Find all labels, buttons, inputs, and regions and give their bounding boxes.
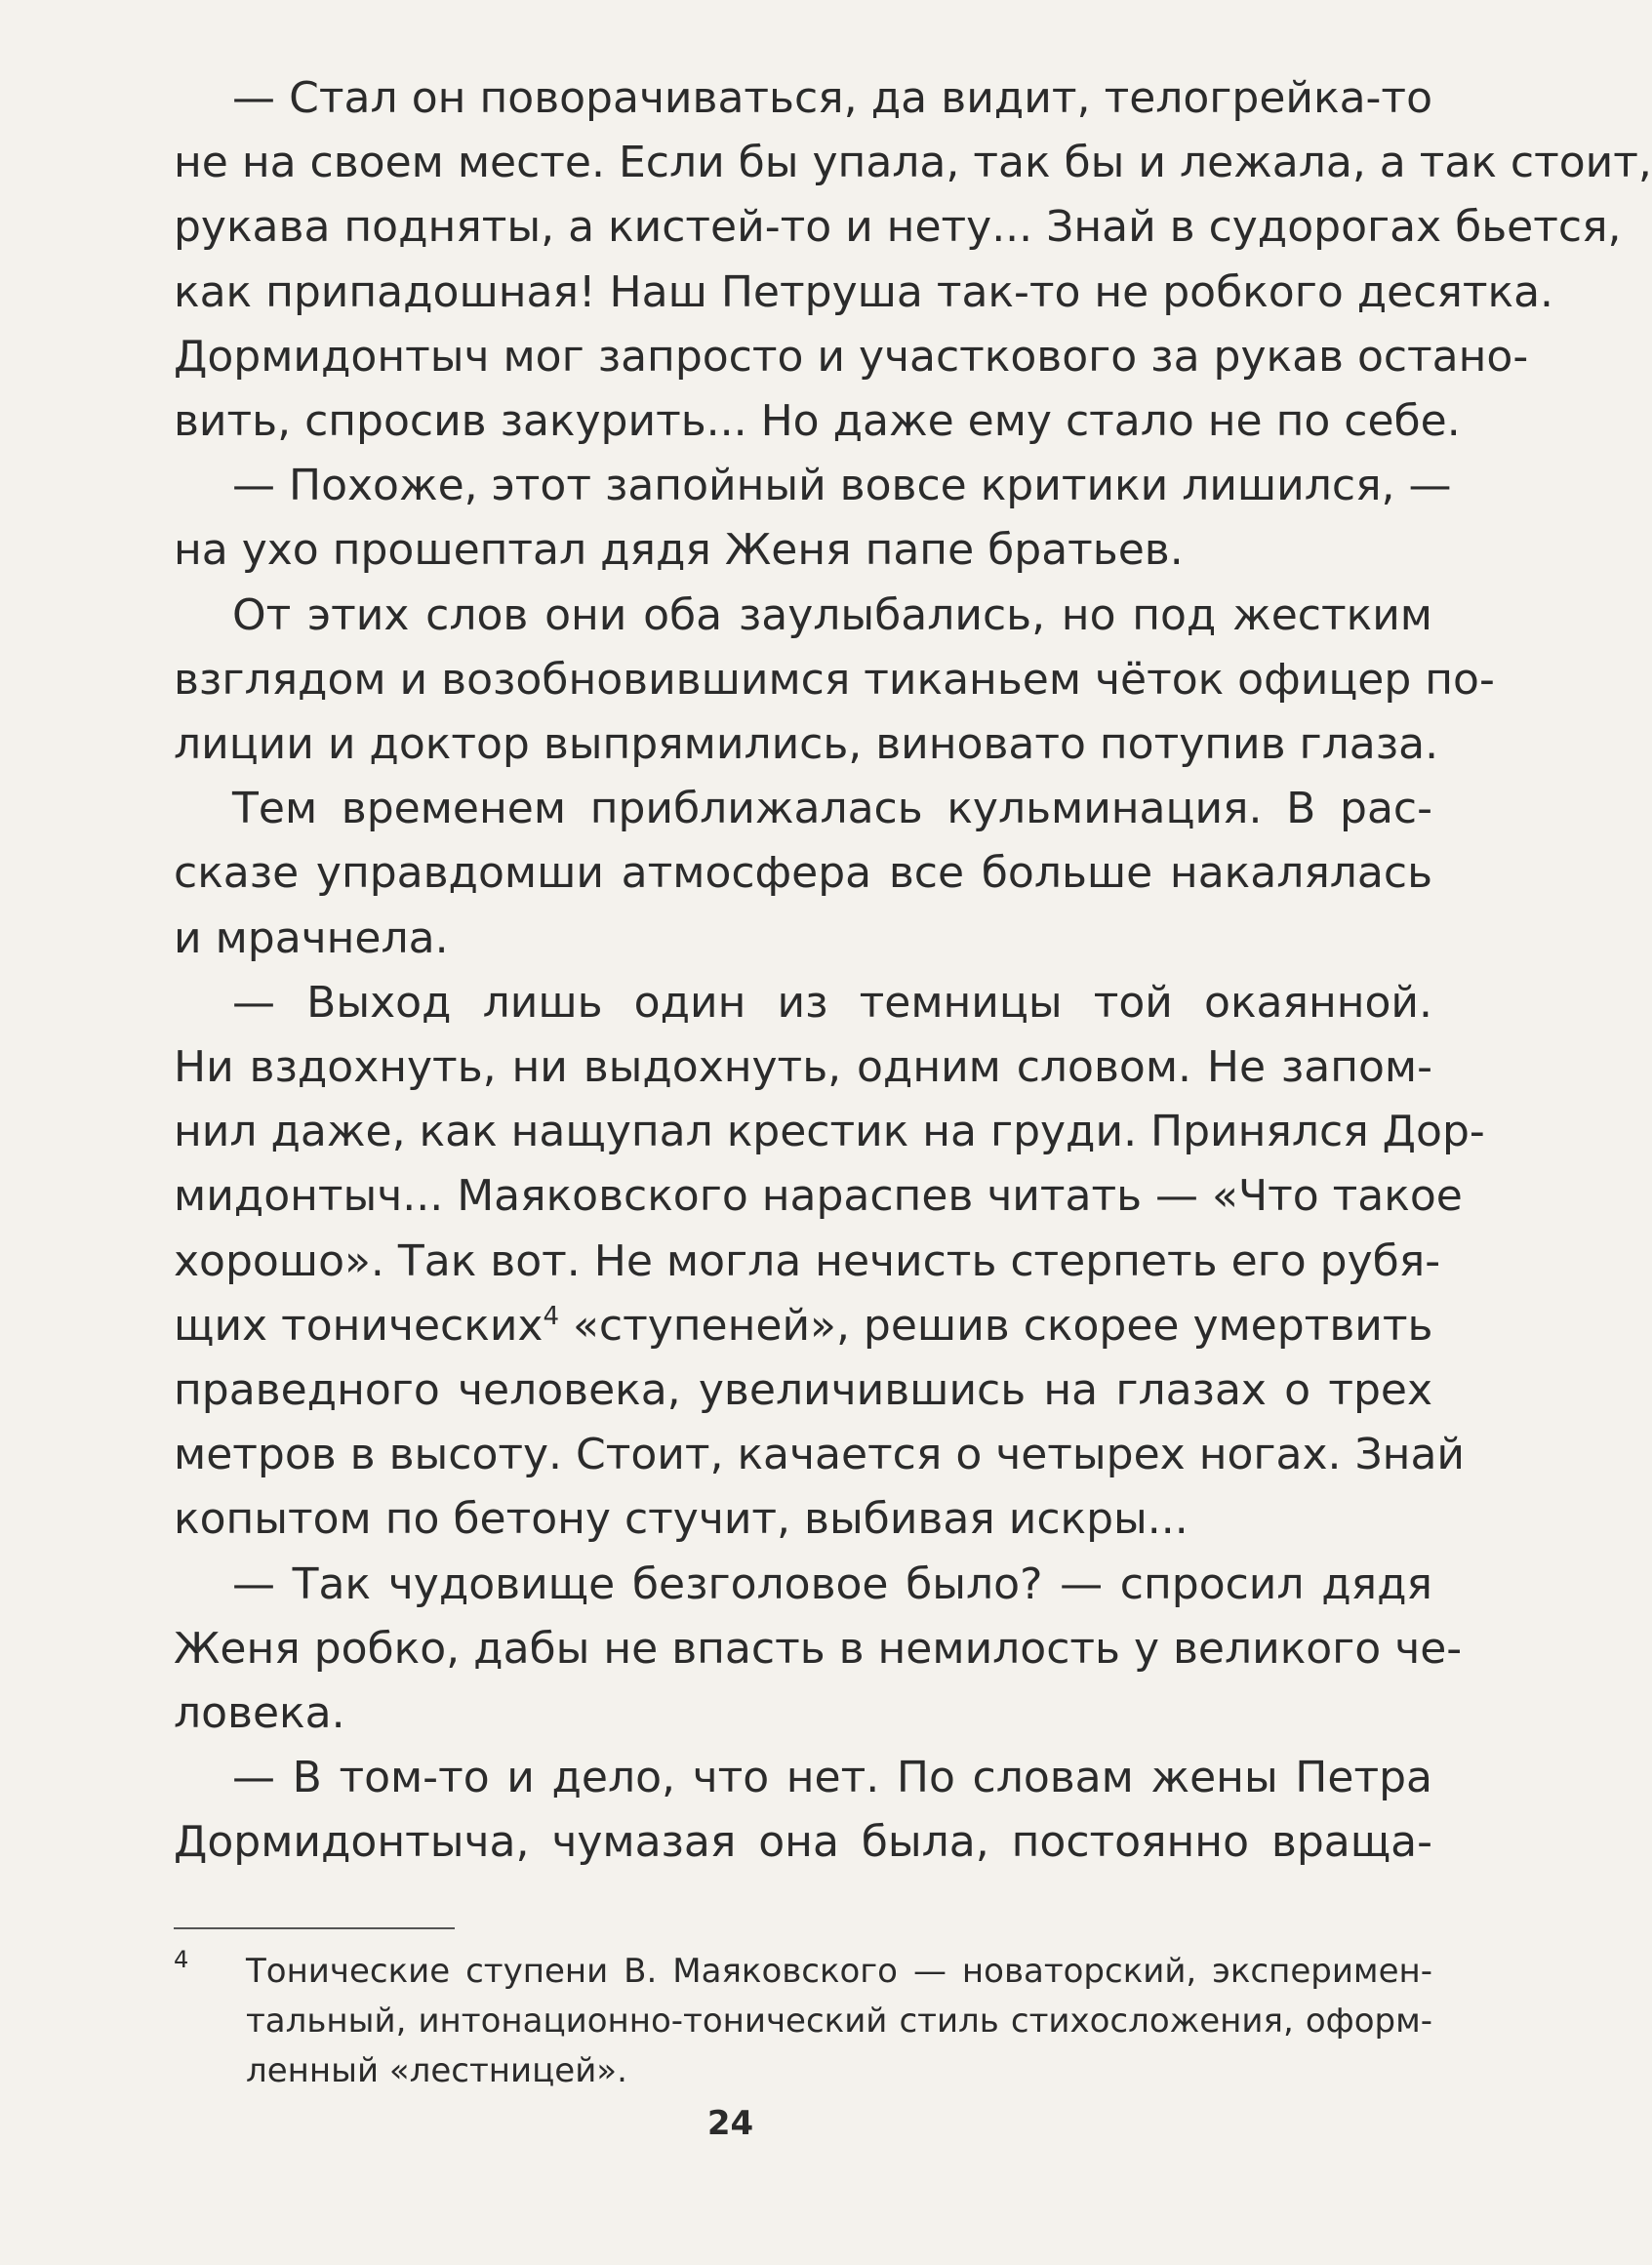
text-line: — Так чудовище безголовое было? — спросил дядя (232, 1558, 1432, 1609)
text-line: — Выход лишь один из темницы той окаянной. (232, 977, 1432, 1028)
footnote-line: Тонические ступени В. Маяковского — новаторский, эксперимен- (246, 1952, 1432, 1991)
footnote-number: 4 (174, 1946, 189, 1973)
text-line: От этих слов они оба заулыбались, но под жестким (232, 589, 1432, 640)
footnote-text (246, 1947, 1432, 2096)
footnote-line: тальный, интонационно-тонический стиль стихосложения, оформ- (246, 2002, 1432, 2041)
text-line: сказе управдомши атмосфера все больше накалялась (174, 848, 1432, 899)
text-line: Тем временем приближалась кульминация. В рас- (232, 784, 1432, 834)
paragraph-7 (174, 1746, 1432, 1875)
footnote-divider (174, 1927, 455, 1929)
page-number: 24 (706, 2104, 754, 2143)
text-line: Женя робко, дабы не впасть в немилость у великого че- (174, 1623, 1463, 1674)
paragraph-3 (174, 584, 1495, 778)
text-line: рукава подняты, а кистей-то и нету... Знай в судорогах бьется, (174, 202, 1622, 253)
text-fragment: щих тонических (174, 1300, 544, 1351)
text-line: Ни вздохнуть, ни выдохнуть, одним словом. Не запом- (174, 1042, 1432, 1093)
paragraph-4 (174, 777, 1432, 971)
paragraph-2 (174, 454, 1452, 583)
text-line: — В том-то и дело, что нет. По словам жены Петра (232, 1753, 1432, 1803)
paragraph-5 (174, 971, 1485, 1553)
text-line: праведного человека, увеличившись на глазах о трех (174, 1365, 1432, 1416)
text-line: вить, спросив закурить... Но даже ему стало не по себе. (174, 396, 1461, 447)
page-body (174, 66, 1652, 1876)
text-line: — Стал он поворачиваться, да видит, телогрейка-то (232, 73, 1432, 123)
text-line: копытом по бетону стучит, выбивая искры... (174, 1494, 1189, 1545)
text-line: метров в высоту. Стоит, качается о четырех ногах. Знай (174, 1430, 1466, 1480)
text-line-with-footnote-ref (174, 1294, 1432, 1358)
footnote-line: ленный «лестницей». (246, 2051, 627, 2090)
text-line: Дормидонтыч мог запросто и участкового за рукав остано- (174, 331, 1529, 382)
text-line: лиции и доктор выпрямились, виновато потупив глаза. (174, 719, 1439, 770)
text-line: нил даже, как нащупал крестик на груди. Принялся Дор- (174, 1107, 1485, 1157)
text-line: мидонтыч... Маяковского нараспев читать — «Что такое (174, 1171, 1463, 1222)
footnote (174, 1947, 1432, 2096)
paragraph-1 (174, 66, 1652, 454)
text-line: как припадошная! Наш Петруша так-то не робкого десятка. (174, 266, 1554, 317)
text-line: не на своем месте. Если бы упала, так бы и лежала, а так стоит, (174, 138, 1652, 188)
paragraph-6 (174, 1553, 1463, 1747)
text-line: Дормидонтыча, чумазая она была, постоянно враща- (174, 1817, 1432, 1868)
text-line: — Похоже, этот запойный вовсе критики лишился, — (232, 461, 1452, 511)
text-line: и мрачнела. (174, 912, 449, 963)
text-line: ловека. (174, 1688, 345, 1739)
text-line: на ухо прошептал дядя Женя папе братьев. (174, 525, 1184, 576)
footnote-reference[interactable]: 4 (543, 1301, 559, 1331)
text-line: хорошо». Так вот. Не могла нечисть стерпеть его рубя- (174, 1235, 1441, 1286)
text-fragment: «ступеней», решив скорее умертвить (559, 1300, 1433, 1351)
text-line: взглядом и возобновившимся тиканьем чёток офицер по- (174, 654, 1495, 705)
